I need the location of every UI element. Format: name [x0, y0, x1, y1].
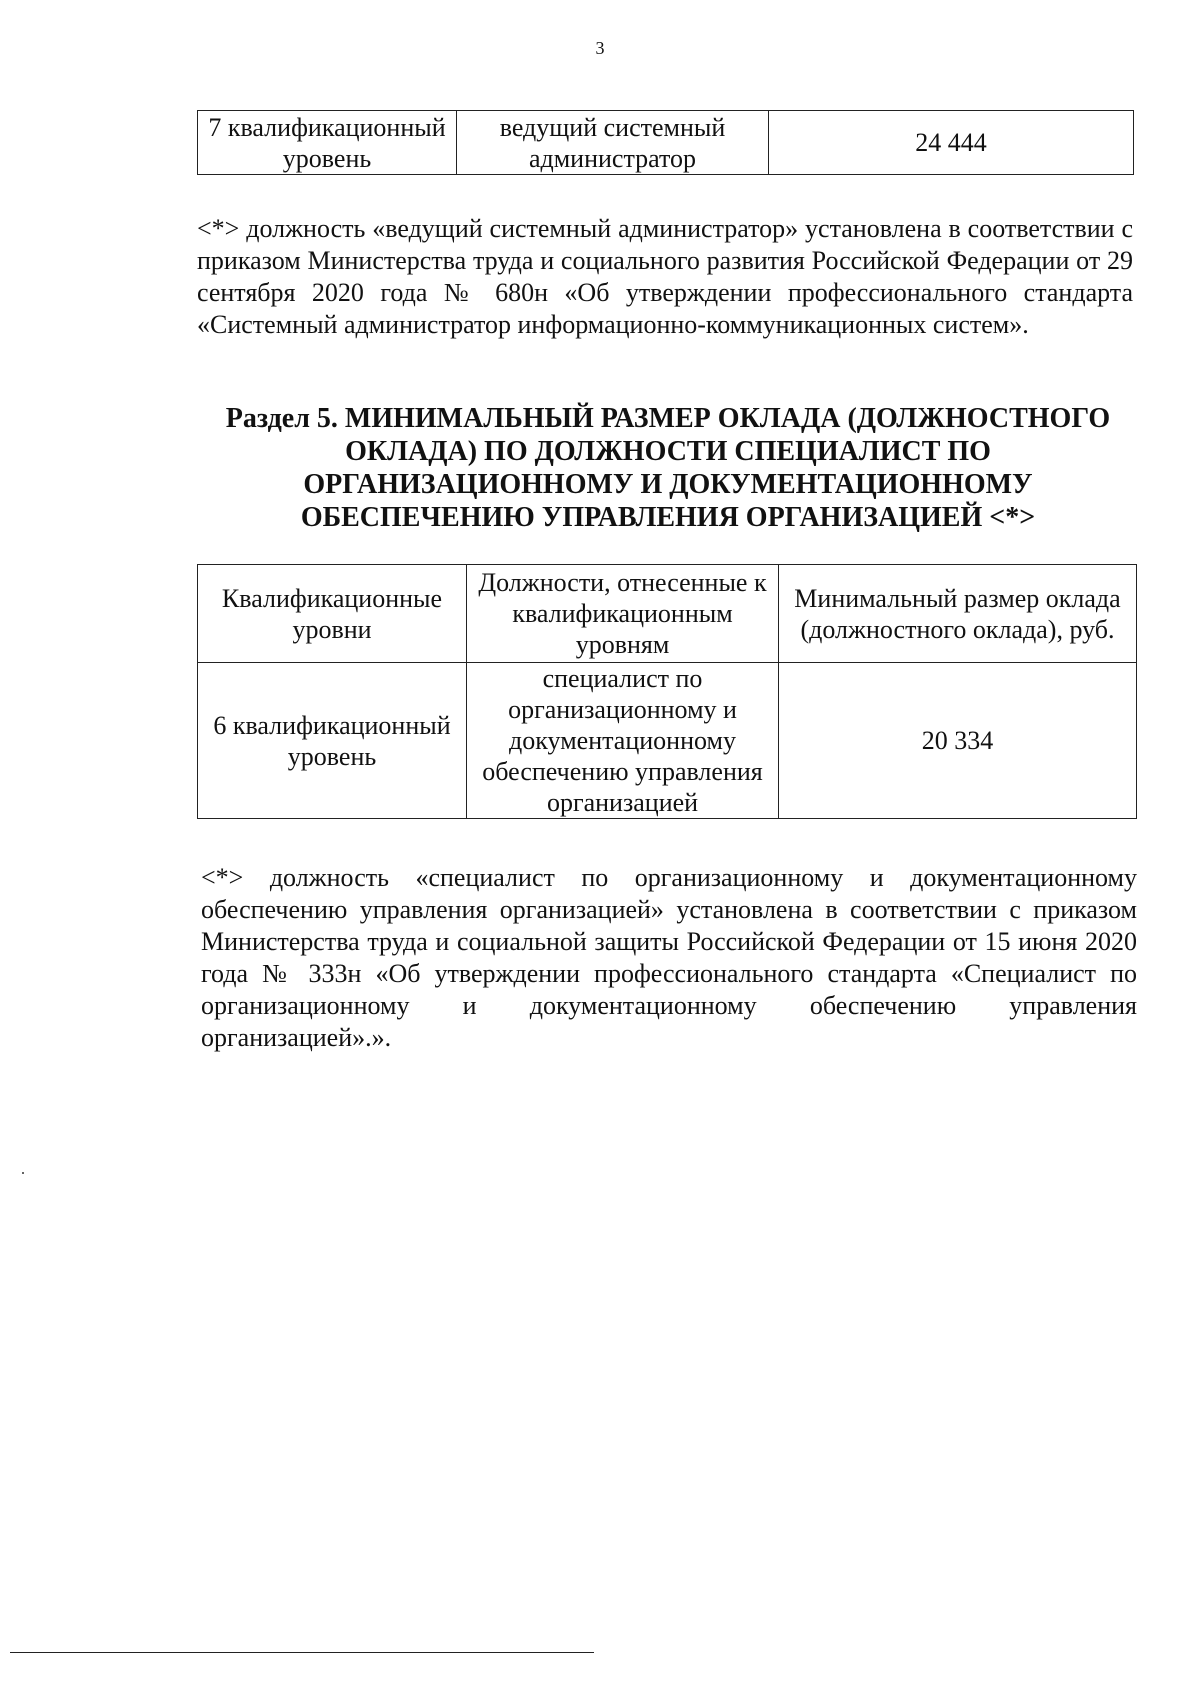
table-row: [198, 111, 1134, 175]
page-number: 3: [595, 38, 605, 58]
footnote-document-specialist: <*> должность «специалист по организационному и документационному обеспечению управления организацией» установлена в соответствии с приказом Министерства труда и социальной защиты Российской Федерации от 15 июня 2020 года № 333н «Об утверждении профессионального стандарта «Специалист по организационному и документационному обеспечению управления организацией».».: [201, 863, 1137, 1052]
salary-cell: 24 444: [769, 111, 1134, 175]
footnote-system-administrator: <*> должность «ведущий системный администратор» установлена в соответствии с приказом Министерства труда и социального развития Российской Федерации от 29 сентября 2020 года № 680н «Об утверждении профессионального стандарта «Системный администратор информационно-коммуникационных систем».: [197, 214, 1133, 339]
position-cell: ведущий системный администратор: [457, 111, 769, 175]
table-header-row: [198, 565, 1137, 663]
table-row: [198, 663, 1137, 819]
scan-mark: [22, 1172, 24, 1174]
footer-divider: [10, 1652, 594, 1653]
salary-cell: 20 334: [779, 663, 1137, 819]
section-5-title: Раздел 5. МИНИМАЛЬНЫЙ РАЗМЕР ОКЛАДА (ДОЛЖНОСТНОГО ОКЛАДА) ПО ДОЛЖНОСТИ СПЕЦИАЛИСТ ПО ОРГАНИЗАЦИОННОМУ И ДОКУМЕНТАЦИОННОМУ ОБЕСПЕЧЕНИЮ УПРАВЛЕНИЯ ОРГАНИЗАЦИЕЙ <*>: [225, 403, 1111, 533]
salary-table-continued: [197, 110, 1134, 175]
column-header-salary: Минимальный размер оклада (должностного оклада), руб.: [779, 565, 1137, 663]
position-cell: специалист по организационному и документационному обеспечению управления организацией: [467, 663, 779, 819]
column-header-levels: Квалификационные уровни: [198, 565, 467, 663]
salary-table-section-5: [197, 564, 1137, 819]
qualification-level-cell: 6 квалификационный уровень: [198, 663, 467, 819]
qualification-level-cell: 7 квалификационный уровень: [198, 111, 457, 175]
column-header-positions: Должности, отнесенные к квалификационным уровням: [467, 565, 779, 663]
